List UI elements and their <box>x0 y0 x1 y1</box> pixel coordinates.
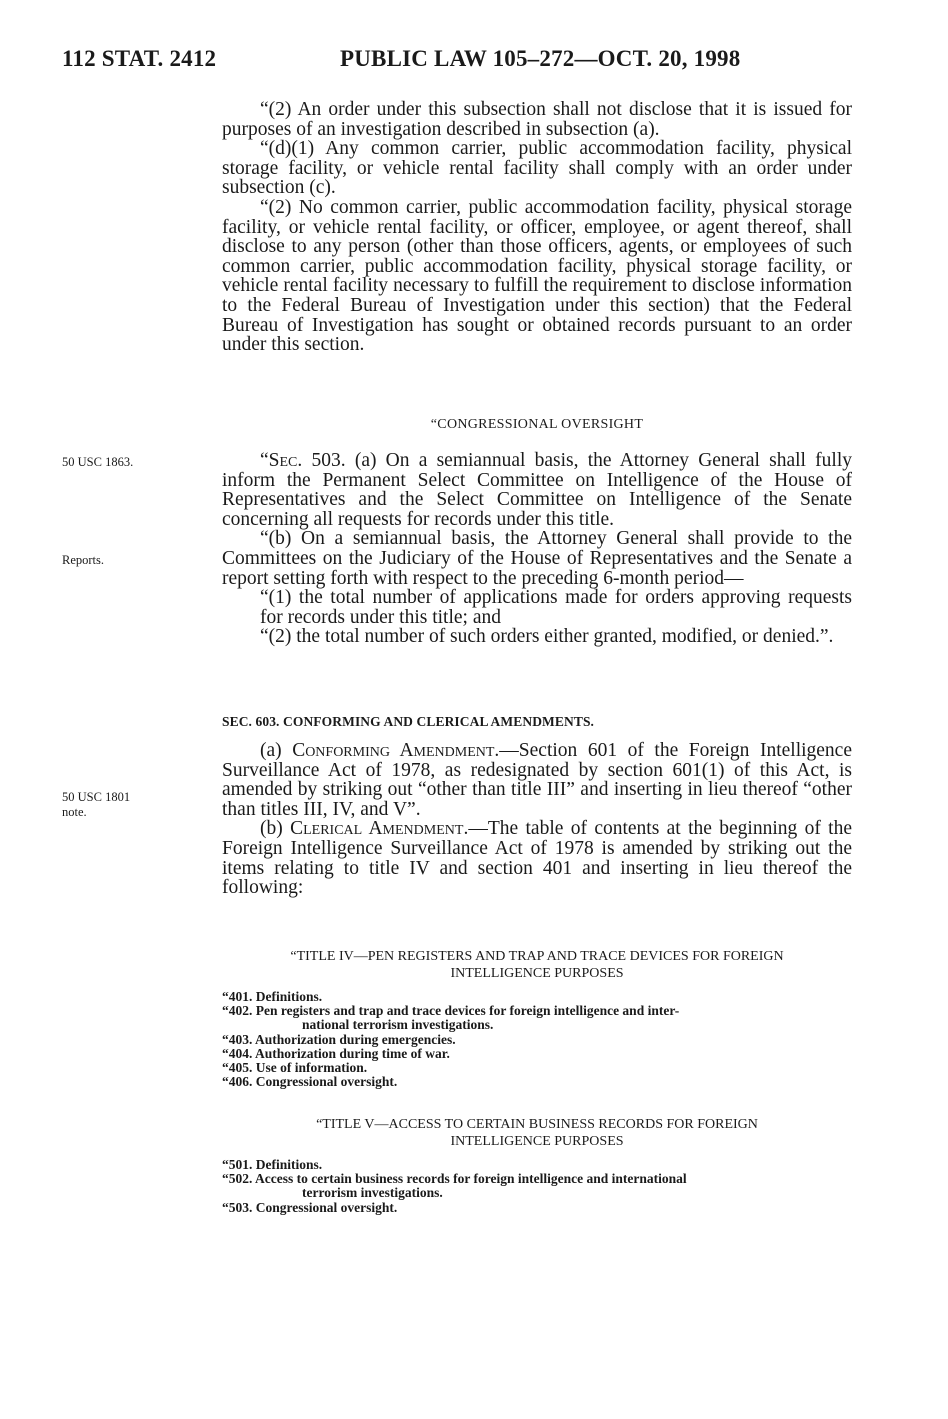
paragraph: “(2) An order under this subsection shall not disclose that it is issued for purposes of an investigation described in subsection (a). <box>222 99 852 140</box>
toc-item <box>222 1201 852 1215</box>
toc-title-v <box>222 1116 852 1150</box>
paragraph-text: .—The table of contents at the beginning of the Foreign Intelligence Surveillance Act of 1978 is amended by striking out the items relating to title IV and section 401 and inserting in lieu thereof the following: <box>222 818 852 899</box>
margin-note-usc-1863: 50 USC 1863. <box>62 455 134 469</box>
toc-list-title-v <box>222 1158 852 1215</box>
toc-item <box>222 1047 852 1061</box>
paragraph-text: 503. (a) On a semiannual basis, the Attorney General shall fully inform the Permanent Select Committee on Intelligence of the House of Representatives and the Select Committee on Intelligence of the Senate concerning all requests for records under this title. <box>222 450 852 530</box>
margin-note-line: note. <box>62 805 87 819</box>
paragraph-text: .—Section 601 of the Foreign Intelligence Surveillance Act of 1978, as redesignated by section 601(1) of this Act, is amended by striking out “other than title III” and inserting in lieu thereof “other than titles III, IV, and V”. <box>222 740 852 820</box>
section-502-continuation <box>222 100 852 355</box>
paragraph-heading: Conforming Amendment <box>292 740 495 761</box>
toc-item-text: “401. Definitions. <box>222 989 323 1004</box>
toc-item <box>222 1061 852 1075</box>
toc-item <box>222 1033 852 1047</box>
toc-item-continuation: national terrorism investigations. <box>302 1017 494 1033</box>
public-law-title: PUBLIC LAW 105–272—OCT. 20, 1998 <box>340 46 741 71</box>
toc-item-text: “404. Authorization during time of war. <box>222 1045 450 1061</box>
section-503 <box>222 451 852 647</box>
margin-note-usc-1801 <box>62 790 202 820</box>
paragraph-503-b: “(b) On a semiannual basis, the Attorney General shall provide to the Committees on the Judiciary of the House of Representatives and the Senate a report setting forth with respect to the preceding 6-month period— <box>222 528 852 589</box>
toc-title-line: INTELLIGENCE PURPOSES <box>450 966 624 981</box>
toc-item <box>222 1004 852 1032</box>
toc-item-text: “501. Definitions. <box>222 1157 323 1172</box>
toc-title-line: INTELLIGENCE PURPOSES <box>450 1134 624 1149</box>
toc-item <box>222 1075 852 1089</box>
section-603-heading: SEC. 603. CONFORMING AND CLERICAL AMENDMENTS. <box>222 714 595 729</box>
toc-list-title-iv <box>222 990 852 1089</box>
paragraph: “(d)(1) Any common carrier, public accommodation facility, physical storage facility, or vehicle rental facility shall comply with an order under subsection (c). <box>222 138 852 199</box>
toc-item-text: “503. Congressional oversight. <box>222 1199 398 1215</box>
sec-label: “Sec. <box>260 450 303 471</box>
paragraph-heading: Clerical Amendment <box>290 818 464 840</box>
margin-note-line: 50 USC 1801 <box>62 790 131 804</box>
toc-title-line: “TITLE IV—PEN REGISTERS AND TRAP AND TRACE DEVICES FOR FOREIGN <box>290 949 784 964</box>
toc-item-text: “403. Authorization during emergencies. <box>222 1031 456 1047</box>
paragraph: “(2) No common carrier, public accommodation facility, physical storage facility, or vehicle rental facility, or officer, employee, or agent thereof, shall disclose to any person (other than those officers, agents, or employees of such common carrier, public accommodation facility, physical storage facility, or vehicle rental facility necessary to fulfill the requirement to disclose information to the Federal Bureau of Investigation under this section) that the Federal Bureau of Investigation has sought or obtained records pursuant to an order under this section. <box>222 196 852 356</box>
toc-item-text: “502. Access to certain business records for foreign intelligence and international <box>222 1171 687 1187</box>
toc-title-line: “TITLE V—ACCESS TO CERTAIN BUSINESS RECORDS FOR FOREIGN <box>316 1117 758 1132</box>
toc-item-text: “405. Use of information. <box>222 1060 368 1076</box>
congressional-oversight-heading: “CONGRESSIONAL OVERSIGHT <box>430 417 644 432</box>
stat-page-number: 112 STAT. 2412 <box>62 46 217 71</box>
toc-item-continuation: terrorism investigations. <box>302 1185 443 1201</box>
paragraph-503-a <box>222 451 852 529</box>
toc-item <box>222 1172 852 1200</box>
toc-item <box>222 990 852 1004</box>
toc-item <box>222 1158 852 1172</box>
toc-title-iv <box>222 948 852 982</box>
section-603 <box>222 741 852 898</box>
paragraph-603-b <box>222 819 852 897</box>
paragraph-label: (a) <box>260 740 293 761</box>
paragraph-503-b2: “(2) the total number of such orders either granted, modified, or denied.”. <box>260 626 834 648</box>
toc-item-text: “402. Pen registers and trap and trace devices for foreign intelligence and inter- <box>222 1003 680 1019</box>
toc-item-text: “406. Congressional oversight. <box>222 1074 398 1090</box>
paragraph-503-b1: “(1) the total number of applications made for orders approving requests for records under this title; and <box>260 587 852 628</box>
paragraph-label: (b) <box>260 818 291 840</box>
margin-note-reports: Reports. <box>62 553 105 567</box>
paragraph-603-a <box>222 741 852 819</box>
